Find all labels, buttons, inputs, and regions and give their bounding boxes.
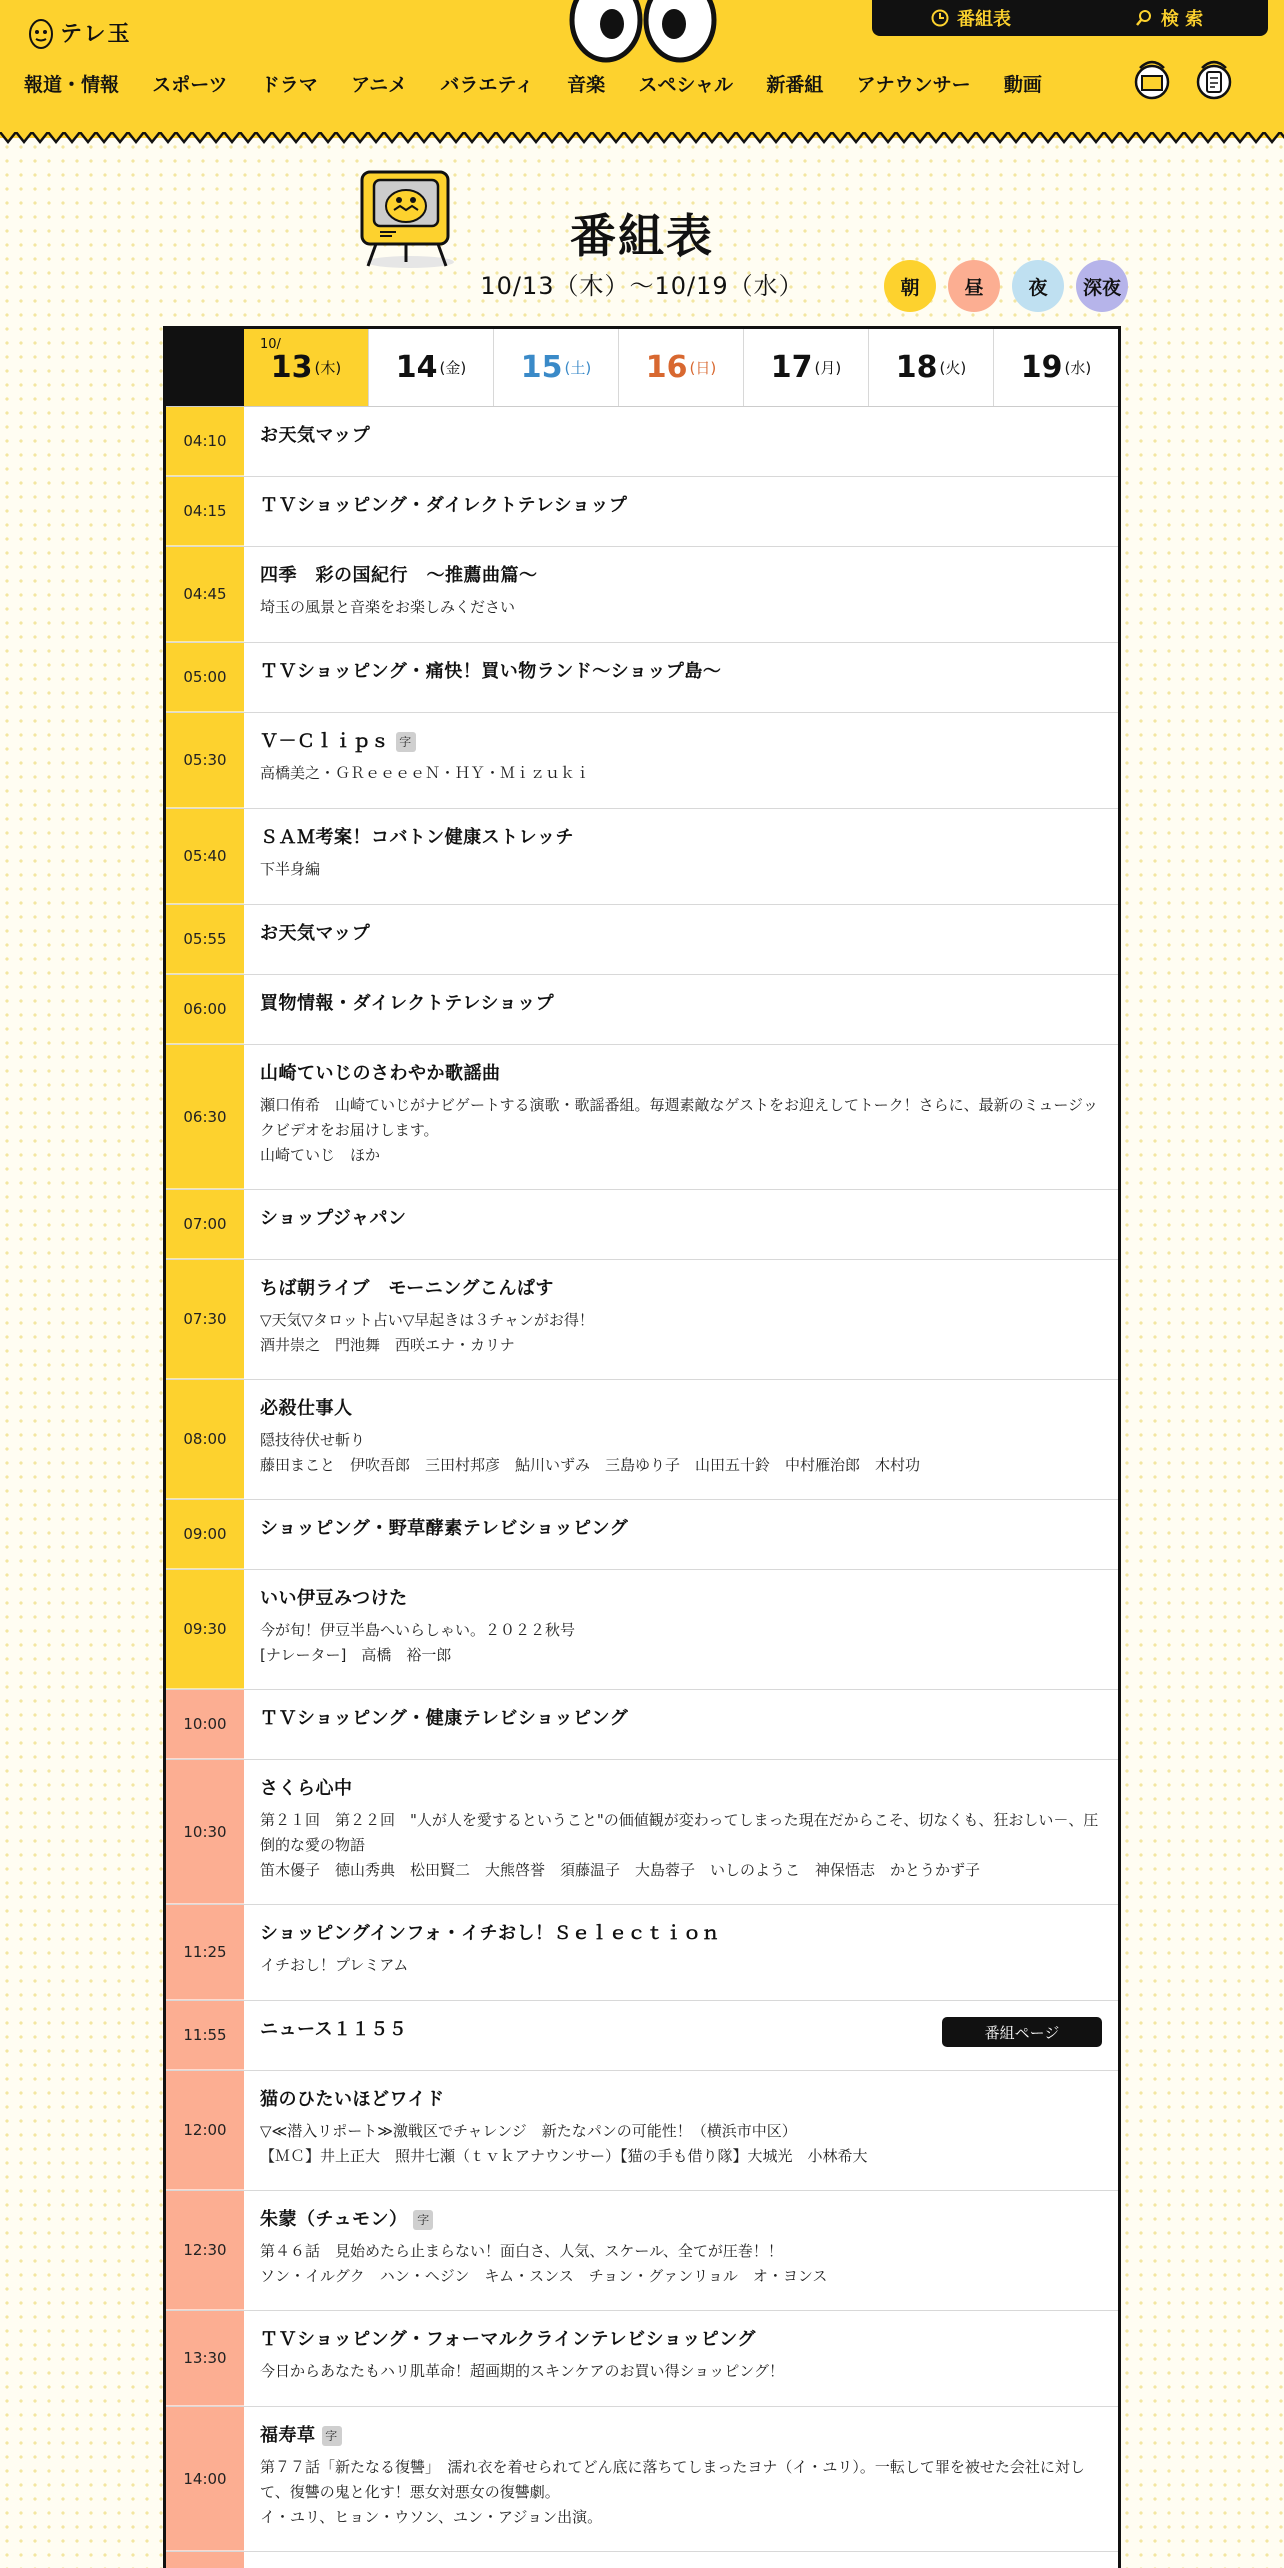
program-cell[interactable] — [244, 643, 1118, 712]
program-row[interactable] — [166, 643, 1118, 713]
program-title-line — [260, 2087, 1102, 2113]
program-title-line — [260, 1586, 1102, 1612]
program-title: 山崎ていじのさわやか歌謡曲 — [260, 1063, 501, 1084]
header-zigzag-edge — [0, 132, 1284, 150]
program-title-line — [260, 729, 1102, 755]
program-start-time: 09:00 — [166, 1500, 244, 1569]
program-cell[interactable] — [244, 975, 1118, 1044]
program-title: 四季 彩の国紀行 ～推薦曲篇～ — [260, 565, 538, 586]
program-description: 今日からあなたもハリ肌革命！超画期的スキンケアのお買い得ショッピング！ — [260, 2362, 784, 2380]
program-description: 下半身編 — [260, 860, 321, 878]
nav-item-announcers[interactable]: アナウンサー — [856, 74, 971, 96]
day-tab-19[interactable] — [993, 329, 1118, 406]
time-of-day-filters — [884, 260, 1128, 312]
program-title: ＴＶショッピング・痛快！買い物ランド～ショップ島～ — [260, 661, 722, 682]
program-start-time: 04:10 — [166, 407, 244, 476]
program-start-time: 10:30 — [166, 1760, 244, 1904]
day-weekday: (木) — [314, 359, 342, 377]
nav-item-variety[interactable]: バラエティ — [440, 74, 534, 96]
program-title-line — [260, 1706, 1102, 1732]
day-number: 15 — [520, 350, 563, 385]
program-title: お天気マップ — [260, 425, 371, 446]
main-navigation — [18, 66, 1048, 101]
program-title: 福寿草 — [260, 2425, 316, 2446]
day-tab-13[interactable] — [244, 329, 368, 406]
nav-item-music[interactable]: 音楽 — [567, 74, 606, 96]
filter-daytime-button[interactable]: 昼 — [948, 260, 1000, 312]
program-cell[interactable] — [244, 1045, 1118, 1189]
program-title-line — [260, 921, 1102, 947]
program-start-time: 05:30 — [166, 713, 244, 808]
program-row[interactable] — [166, 2071, 1118, 2191]
program-cell[interactable] — [244, 2407, 1118, 2551]
program-row[interactable] — [166, 547, 1118, 643]
program-title-line — [260, 1206, 1102, 1232]
program-title-line — [260, 1516, 1102, 1542]
program-row[interactable] — [166, 1045, 1118, 1190]
program-title: いい伊豆みつけた — [260, 1588, 408, 1609]
program-row[interactable] — [166, 477, 1118, 547]
day-tabs-corner — [166, 329, 244, 406]
schedule-link[interactable] — [872, 5, 1070, 31]
program-title-line — [260, 1396, 1102, 1422]
program-cell[interactable] — [244, 1260, 1118, 1379]
program-description: 埼玉の風景と音楽をお楽しみください — [260, 598, 516, 616]
program-title: ニュース１１５５ — [260, 2019, 408, 2040]
program-cell[interactable] — [244, 1690, 1118, 1759]
program-row[interactable] — [166, 407, 1118, 477]
program-cell[interactable] — [244, 1190, 1118, 1259]
day-number: 19 — [1020, 350, 1063, 385]
program-start-time — [166, 2552, 244, 2568]
program-row[interactable] — [166, 2191, 1118, 2311]
program-row[interactable] — [166, 809, 1118, 905]
program-row[interactable] — [166, 975, 1118, 1045]
program-start-time: 05:00 — [166, 643, 244, 712]
day-number: 18 — [895, 350, 938, 385]
program-description: 第４６話 見始めたら止まらない！面白さ、人気、スケール、全てが圧巻！！ ソン・イルグク ハン・ヘジン キム・スンス チョン・グァンリョル オ・ヨンス — [260, 2242, 828, 2285]
subtitle-badge-icon: 字 — [396, 732, 416, 752]
program-title-line — [260, 659, 1102, 685]
filter-late-night-button[interactable]: 深夜 — [1076, 260, 1128, 312]
program-cell[interactable] — [244, 1570, 1118, 1689]
program-start-time: 06:00 — [166, 975, 244, 1044]
day-weekday: (日) — [689, 359, 717, 377]
site-logo[interactable] — [28, 14, 132, 50]
nav-item-anime[interactable]: アニメ — [351, 74, 408, 96]
program-list — [166, 407, 1118, 2568]
program-title-line — [260, 2327, 1102, 2353]
program-title: さくら心中 — [260, 1778, 353, 1799]
program-cell[interactable] — [244, 1905, 1118, 2000]
day-tab-17[interactable] — [743, 329, 868, 406]
program-title-line — [260, 1061, 1102, 1087]
tamatama-mascot-icon — [28, 14, 54, 50]
program-start-time: 07:30 — [166, 1260, 244, 1379]
program-title-line — [260, 2207, 1102, 2233]
day-weekday: (火) — [939, 359, 967, 377]
day-number: 14 — [395, 350, 438, 385]
day-tab-16[interactable] — [618, 329, 743, 406]
program-title: ショッピング・野草酵素テレビショッピング — [260, 1518, 629, 1539]
subtitle-badge-icon: 字 — [322, 2426, 342, 2446]
program-row[interactable] — [166, 1190, 1118, 1260]
program-row[interactable] — [166, 713, 1118, 809]
program-row[interactable] — [166, 2311, 1118, 2407]
mascot-eyes-icon — [568, 0, 718, 64]
program-cell[interactable] — [244, 1380, 1118, 1499]
program-start-time: 08:00 — [166, 1380, 244, 1499]
program-row[interactable] — [166, 1500, 1118, 1570]
program-row[interactable] — [166, 1905, 1118, 2001]
program-description: イチおし！プレミアム — [260, 1956, 409, 1974]
program-row[interactable] — [166, 1760, 1118, 1905]
day-number: 16 — [645, 350, 688, 385]
program-cell[interactable] — [244, 905, 1118, 974]
day-weekday: (金) — [439, 359, 467, 377]
program-cell[interactable] — [244, 809, 1118, 904]
program-title-line — [260, 1276, 1102, 1302]
schedule-link-label: 番組表 — [957, 9, 1011, 30]
nav-item-new-programs[interactable]: 新番組 — [766, 74, 824, 96]
program-row[interactable] — [166, 2552, 1118, 2568]
program-title: ＴＶショッピング・フォーマルクラインテレビショッピング — [260, 2329, 756, 2350]
program-cell[interactable] — [244, 407, 1118, 476]
program-start-time: 05:40 — [166, 809, 244, 904]
top-utility-bar — [872, 0, 1268, 36]
program-start-time: 10:00 — [166, 1690, 244, 1759]
program-title: ショップジャパン — [260, 1208, 407, 1229]
program-title: ＳＡＭ考案！コバトン健康ストレッチ — [260, 827, 574, 848]
program-start-time: 13:30 — [166, 2311, 244, 2406]
program-description: 第７７話「新たなる復讐」 濡れ衣を着せられてどん底に落ちてしまったヨナ（イ・ユリ）。一転して罪を被せた会社に対して、復讐の鬼と化す！悪女対悪女の復讐劇。 イ・ユリ、ヒョン・ウソン、ユン・アジョン出演。 — [260, 2458, 1085, 2526]
program-description: ▽天気▽タロット占い▽早起きは３チャンがお得！ 酒井崇之 門池舞 西咲エナ・カリナ — [260, 1311, 594, 1354]
program-start-time: 04:15 — [166, 477, 244, 546]
program-description: ▽≪潜入リポート≫激戦区でチャレンジ 新たなパンの可能性！（横浜市中区） 【ＭＣ】井上正大 照井七瀬（ｔｖｋアナウンサー）【猫の手も借り隊】大城光 小林希大 — [260, 2122, 868, 2165]
program-description: 第２１回 第２２回 "人が人を愛するということ"の価値観が変わってしまった現在だからこそ、切なくも、狂おしい－、圧倒的な愛の物語 笛木優子 徳山秀典 松田賢二 大熊啓誉 須藤温子 大島蓉子 いしのようこ 神保悟志 かとうかず子 — [260, 1811, 1099, 1879]
program-cell[interactable] — [244, 2191, 1118, 2310]
program-cell[interactable] — [244, 1500, 1118, 1569]
program-title-line — [260, 423, 1102, 449]
tele-tama-point-icon[interactable] — [1194, 56, 1234, 104]
day-month: 10/ — [260, 337, 281, 352]
program-title: ＴＶショッピング・ダイレクトテレショップ — [260, 495, 628, 516]
program-title-line — [260, 1921, 1102, 1947]
program-start-time: 06:30 — [166, 1045, 244, 1189]
program-start-time: 04:45 — [166, 547, 244, 642]
program-row[interactable] — [166, 1260, 1118, 1380]
page-title: 番組表 — [570, 209, 714, 263]
program-cell[interactable] — [244, 2001, 1118, 2070]
program-start-time: 07:00 — [166, 1190, 244, 1259]
program-title-line — [260, 825, 1102, 851]
program-title: お天気マップ — [260, 923, 371, 944]
program-title: ショッピングインフォ・イチおし！Ｓｅｌｅｃｔｉｏｎ — [260, 1923, 720, 1944]
program-title-line — [260, 493, 1102, 519]
program-title: 朱蒙（チュモン） — [260, 2209, 408, 2230]
program-row[interactable] — [166, 2001, 1118, 2071]
program-start-time: 12:30 — [166, 2191, 244, 2310]
program-cell[interactable] — [244, 713, 1118, 808]
site-header — [0, 0, 1284, 138]
program-start-time: 11:55 — [166, 2001, 244, 2070]
day-number: 13 — [270, 350, 313, 385]
day-weekday: (月) — [814, 359, 842, 377]
nav-item-drama[interactable]: ドラマ — [260, 74, 318, 96]
program-page-button[interactable]: 番組ページ — [942, 2017, 1102, 2047]
program-start-time: 14:00 — [166, 2407, 244, 2551]
day-number: 17 — [770, 350, 813, 385]
day-weekday: (水) — [1064, 359, 1092, 377]
nav-item-videos[interactable]: 動画 — [1003, 74, 1042, 96]
day-tab-14[interactable] — [368, 329, 493, 406]
tele-tama-shop-icon[interactable] — [1132, 56, 1172, 104]
program-cell[interactable] — [244, 477, 1118, 546]
program-row[interactable] — [166, 1380, 1118, 1500]
search-icon — [1135, 9, 1153, 27]
clock-icon — [931, 9, 949, 27]
filter-morning-button[interactable]: 朝 — [884, 260, 936, 312]
subtitle-badge-icon: 字 — [413, 2210, 433, 2230]
program-start-time: 12:00 — [166, 2071, 244, 2190]
program-schedule — [163, 326, 1121, 2568]
day-tab-15[interactable] — [493, 329, 618, 406]
program-title-line — [260, 991, 1102, 1017]
program-row[interactable] — [166, 1690, 1118, 1760]
program-row[interactable] — [166, 2407, 1118, 2552]
program-title-line — [260, 563, 1102, 589]
header-badges — [1132, 56, 1234, 104]
program-start-time: 09:30 — [166, 1570, 244, 1689]
search-link-label: 検 索 — [1160, 9, 1204, 30]
program-title: 必殺仕事人 — [260, 1398, 353, 1419]
program-description: 高橋美之・ＧＲｅｅｅｅＮ・ＨＹ・Ｍｉｚｕｋｉ — [260, 764, 591, 782]
program-start-time: 11:25 — [166, 1905, 244, 2000]
program-description: 今が旬！伊豆半島へいらしゃい。２０２２秋号 [ナレーター] 高橋 裕一郎 — [260, 1621, 576, 1664]
nav-item-special[interactable]: スペシャル — [638, 74, 734, 96]
program-cell[interactable] — [244, 2311, 1118, 2406]
program-title: ちば朝ライブ モーニングこんぱす — [260, 1278, 554, 1299]
program-row[interactable] — [166, 905, 1118, 975]
program-row[interactable] — [166, 1570, 1118, 1690]
program-description: 隠技待伏せ斬り 藤田まこと 伊吹吾郎 三田村邦彦 鮎川いずみ 三島ゆり子 山田五十鈴 中村雁治郎 木村功 — [260, 1431, 921, 1474]
program-cell[interactable] — [244, 547, 1118, 642]
program-description: 瀬口侑希 山崎ていじがナビゲートする演歌・歌謡番組。毎週素敵なゲストをお迎えしてトーク！さらに、最新のミュージックビデオをお届けします。 山崎ていじ ほか — [260, 1096, 1099, 1164]
filter-night-button[interactable]: 夜 — [1012, 260, 1064, 312]
program-start-time: 05:55 — [166, 905, 244, 974]
program-title-line — [260, 2423, 1102, 2449]
nav-item-news[interactable]: 報道・情報 — [24, 74, 120, 96]
program-cell[interactable] — [244, 2071, 1118, 2190]
program-title: 猫のひたいほどワイド — [260, 2089, 445, 2110]
site-logo-text: テレ玉 — [60, 21, 132, 47]
day-tabs — [166, 329, 1118, 407]
search-link[interactable] — [1070, 5, 1268, 31]
day-weekday: (土) — [564, 359, 592, 377]
program-title: 買物情報・ダイレクトテレショップ — [260, 993, 555, 1014]
program-cell[interactable] — [244, 2552, 1118, 2568]
day-tab-18[interactable] — [868, 329, 993, 406]
program-title: Ｖ－Ｃｌｉｐｓ — [260, 731, 390, 752]
date-range: 10/13（木）〜10/19（水） — [480, 272, 804, 300]
program-title: ＴＶショッピング・健康テレビショッピング — [260, 1708, 629, 1729]
program-title-line — [260, 1776, 1102, 1802]
nav-item-sports[interactable]: スポーツ — [152, 74, 228, 96]
program-cell[interactable] — [244, 1760, 1118, 1904]
